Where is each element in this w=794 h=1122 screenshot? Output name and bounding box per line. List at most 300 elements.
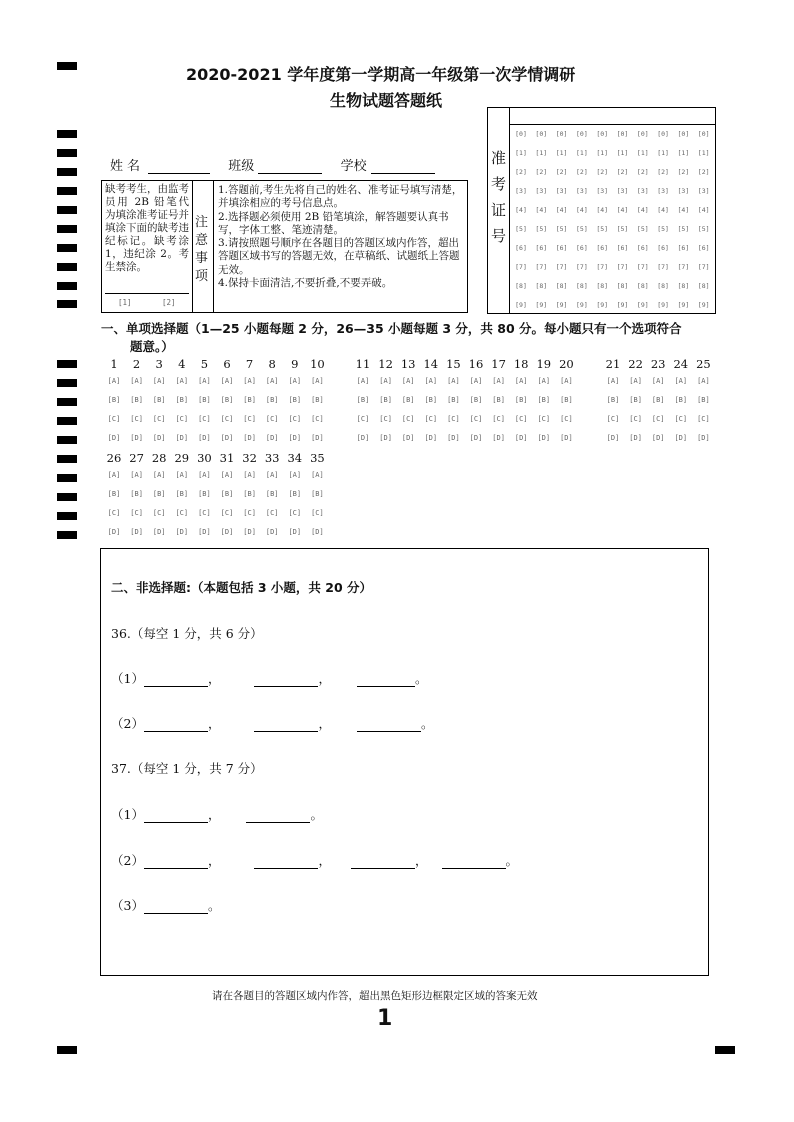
exam-digit-bubble[interactable]: [6] xyxy=(576,244,588,252)
punctuation: 。 xyxy=(505,853,519,868)
answer-bubble[interactable]: [C] xyxy=(651,415,665,423)
answer-bubble[interactable]: [C] xyxy=(492,415,505,423)
exam-digit-bubble[interactable]: [4] xyxy=(616,206,629,214)
exam-digit-bubble[interactable]: [3] xyxy=(596,187,609,195)
answer-bubble[interactable]: [A] xyxy=(198,377,211,385)
answer-bubble[interactable]: [A] xyxy=(629,377,642,385)
answer-bubble[interactable]: [D] xyxy=(560,434,573,442)
exam-digit-bubble[interactable]: [0] xyxy=(697,130,710,138)
exam-digit-bubble[interactable]: [7] xyxy=(636,263,649,271)
exam-digit-bubble[interactable]: [4] xyxy=(515,206,527,214)
answer-bubble[interactable]: [C] xyxy=(606,415,620,423)
registration-mark xyxy=(57,417,77,425)
exam-digit-bubble[interactable]: [9] xyxy=(596,301,609,309)
answer-bubble[interactable]: [C] xyxy=(152,415,166,423)
exam-digit-bubble[interactable]: [0] xyxy=(535,130,548,138)
exam-digit-bubble[interactable]: [6] xyxy=(636,244,649,252)
answer-bubble[interactable]: [A] xyxy=(265,377,279,385)
answer-bubble[interactable]: [C] xyxy=(198,509,211,517)
exam-digit-bubble[interactable]: [1] xyxy=(697,149,710,157)
answer-bubble[interactable]: [A] xyxy=(243,471,256,479)
answer-bubble[interactable]: [A] xyxy=(401,377,415,385)
exam-digit-bubble[interactable]: [5] xyxy=(677,225,690,233)
answer-bubble[interactable]: [B] xyxy=(175,490,189,498)
question-number: 30 xyxy=(197,451,212,465)
answer-bubble[interactable]: [D] xyxy=(152,528,166,536)
school-field[interactable] xyxy=(371,159,435,174)
exam-digit-bubble[interactable]: [5] xyxy=(616,225,629,233)
answer-bubble[interactable]: [C] xyxy=(629,415,642,423)
exam-digit-bubble[interactable]: [7] xyxy=(596,263,609,271)
answer-bubble[interactable]: [A] xyxy=(492,377,505,385)
answer-bubble[interactable]: [B] xyxy=(424,396,438,404)
question-number: 28 xyxy=(151,451,167,465)
exam-digit-bubble[interactable]: [6] xyxy=(677,244,690,252)
q36-part2 xyxy=(111,714,434,732)
exam-digit-bubble[interactable]: [3] xyxy=(535,187,548,195)
exam-digit-bubble[interactable]: [2] xyxy=(535,168,548,176)
exam-digit-bubble[interactable]: [7] xyxy=(616,263,629,271)
answer-bubble[interactable]: [D] xyxy=(424,434,438,442)
answer-bubble[interactable]: [A] xyxy=(130,471,143,479)
exam-digit-bubble[interactable]: [7] xyxy=(555,263,568,271)
exam-digit-bubble[interactable]: [3] xyxy=(697,187,710,195)
question-number: 1 xyxy=(110,357,118,371)
exam-digit-bubble[interactable]: [5] xyxy=(596,225,609,233)
answer-bubble[interactable]: [D] xyxy=(514,434,528,442)
page-title: 2020-2021 学年度第一学期高一年级第一次学情调研 xyxy=(186,65,576,84)
punctuation: ， xyxy=(318,853,331,868)
exam-digit-bubble[interactable]: [4] xyxy=(636,206,649,214)
exam-digit-bubble[interactable]: [7] xyxy=(657,263,669,271)
exam-digit-bubble[interactable]: [7] xyxy=(677,263,690,271)
answer-bubble[interactable]: [C] xyxy=(220,509,234,517)
answer-bubble[interactable]: [C] xyxy=(356,415,370,423)
answer-bubble[interactable]: [C] xyxy=(560,415,573,423)
answer-blank[interactable] xyxy=(144,901,208,914)
registration-mark xyxy=(57,436,77,444)
answer-bubble[interactable]: [B] xyxy=(107,396,121,404)
answer-bubble[interactable]: [B] xyxy=(198,396,211,404)
answer-bubble[interactable]: [B] xyxy=(651,396,665,404)
answer-bubble[interactable]: [B] xyxy=(447,396,460,404)
answer-bubble[interactable]: [A] xyxy=(220,377,234,385)
exam-digit-bubble[interactable]: [1] xyxy=(657,149,669,157)
exam-digit-bubble[interactable]: [4] xyxy=(596,206,609,214)
registration-mark xyxy=(57,360,77,368)
answer-bubble[interactable]: [A] xyxy=(220,471,234,479)
exam-digit-bubble[interactable]: [5] xyxy=(515,225,527,233)
exam-digit-bubble[interactable]: [0] xyxy=(596,130,609,138)
answer-bubble[interactable]: [C] xyxy=(220,415,234,423)
exam-digit-bubble[interactable]: [8] xyxy=(576,282,588,290)
answer-bubble[interactable]: [D] xyxy=(265,528,279,536)
notice-item: 4.保持卡面清洁,不要折叠,不要弄破。 xyxy=(218,277,393,290)
punctuation: 。 xyxy=(207,898,221,913)
answer-blank[interactable] xyxy=(351,856,415,869)
answer-bubble[interactable]: [B] xyxy=(356,396,370,404)
answer-bubble[interactable]: [D] xyxy=(447,434,460,442)
exam-digit-bubble[interactable]: [1] xyxy=(636,149,649,157)
exam-digit-bubble[interactable]: [2] xyxy=(555,168,568,176)
answer-bubble[interactable]: [C] xyxy=(674,415,688,423)
registration-mark xyxy=(57,206,77,214)
answer-bubble[interactable]: [B] xyxy=(152,490,166,498)
exam-digit-bubble[interactable]: [1] xyxy=(515,149,527,157)
section1-title-cont: 题意。） xyxy=(130,339,174,354)
answer-bubble[interactable]: [C] xyxy=(514,415,528,423)
exam-digit-bubble[interactable]: [8] xyxy=(636,282,649,290)
exam-digit-bubble[interactable]: [9] xyxy=(515,301,527,309)
answer-bubble[interactable]: [A] xyxy=(107,471,121,479)
answer-bubble[interactable]: [D] xyxy=(243,528,256,536)
exam-digit-bubble[interactable]: [0] xyxy=(657,130,669,138)
answer-bubble[interactable]: [B] xyxy=(107,490,121,498)
answer-bubble[interactable]: [A] xyxy=(560,377,573,385)
answer-bubble[interactable]: [D] xyxy=(265,434,279,442)
answer-bubble[interactable]: [B] xyxy=(469,396,483,404)
exam-digit-bubble[interactable]: [3] xyxy=(555,187,568,195)
exam-digit-bubble[interactable]: [4] xyxy=(697,206,710,214)
answer-bubble[interactable]: [A] xyxy=(424,377,438,385)
exam-digit-bubble[interactable]: [5] xyxy=(697,225,710,233)
answer-bubble[interactable]: [A] xyxy=(198,471,211,479)
exam-digit-bubble[interactable]: [6] xyxy=(697,244,710,252)
exam-digit-bubble[interactable]: [2] xyxy=(616,168,629,176)
exam-digit-bubble[interactable]: [9] xyxy=(576,301,588,309)
answer-bubble[interactable]: [D] xyxy=(220,434,234,442)
answer-bubble[interactable]: [A] xyxy=(469,377,483,385)
name-field[interactable] xyxy=(148,159,210,174)
answer-bubble[interactable]: [C] xyxy=(288,415,302,423)
answer-bubble[interactable]: [A] xyxy=(356,377,370,385)
exam-digit-bubble[interactable]: [6] xyxy=(555,244,568,252)
answer-bubble[interactable]: [A] xyxy=(447,377,460,385)
answer-bubble[interactable]: [C] xyxy=(265,415,279,423)
absent-text: 缺考考生，由监考员用 2B 铅笔代为填涂准考证号并填涂下面的缺考违纪标记。缺考涂 1，违纪涂 2。考生禁涂。 xyxy=(105,183,189,273)
exam-digit-bubble[interactable]: [1] xyxy=(576,149,588,157)
answer-bubble[interactable]: [D] xyxy=(288,528,302,536)
registration-mark xyxy=(57,130,77,138)
answer-bubble[interactable]: [D] xyxy=(107,434,121,442)
exam-digit-bubble[interactable]: [7] xyxy=(576,263,588,271)
exam-digit-bubble[interactable]: [5] xyxy=(555,225,568,233)
answer-bubble[interactable]: [C] xyxy=(447,415,460,423)
exam-digit-bubble[interactable]: [3] xyxy=(636,187,649,195)
answer-bubble[interactable]: [B] xyxy=(311,396,324,404)
exam-digit-bubble[interactable]: [3] xyxy=(657,187,669,195)
exam-digit-bubble[interactable]: [2] xyxy=(636,168,649,176)
answer-bubble[interactable]: [D] xyxy=(198,434,211,442)
exam-digit-bubble[interactable]: [6] xyxy=(616,244,629,252)
exam-digit-bubble[interactable]: [0] xyxy=(576,130,588,138)
answer-bubble[interactable]: [B] xyxy=(492,396,505,404)
exam-digit-bubble[interactable]: [2] xyxy=(697,168,710,176)
exam-digit-bubble[interactable]: [9] xyxy=(616,301,629,309)
answer-bubble[interactable]: [C] xyxy=(697,415,710,423)
exam-digit-bubble[interactable]: [2] xyxy=(515,168,527,176)
answer-bubble[interactable]: [D] xyxy=(243,434,256,442)
answer-bubble[interactable]: [D] xyxy=(469,434,483,442)
exam-digit-bubble[interactable]: [8] xyxy=(657,282,669,290)
answer-bubble[interactable]: [C] xyxy=(130,509,143,517)
answer-bubble[interactable]: [C] xyxy=(379,415,392,423)
answer-bubble[interactable]: [B] xyxy=(152,396,166,404)
answer-bubble[interactable]: [B] xyxy=(198,490,211,498)
answer-bubble[interactable]: [B] xyxy=(401,396,415,404)
answer-blank[interactable] xyxy=(144,674,208,687)
exam-digit-bubble[interactable]: [3] xyxy=(616,187,629,195)
answer-bubble[interactable]: [D] xyxy=(220,528,234,536)
exam-digit-bubble[interactable]: [9] xyxy=(535,301,548,309)
answer-bubble[interactable]: [C] xyxy=(288,509,302,517)
answer-bubble[interactable]: [D] xyxy=(175,434,189,442)
question-number: 20 xyxy=(559,357,574,371)
answer-bubble[interactable]: [D] xyxy=(401,434,415,442)
answer-bubble[interactable]: [C] xyxy=(243,415,256,423)
answer-bubble[interactable]: [D] xyxy=(130,528,143,536)
exam-digit-bubble[interactable]: [4] xyxy=(535,206,548,214)
answer-bubble[interactable]: [B] xyxy=(514,396,528,404)
exam-digit-bubble[interactable]: [4] xyxy=(576,206,588,214)
answer-bubble[interactable]: [B] xyxy=(606,396,620,404)
question-number: 5 xyxy=(200,357,209,371)
answer-bubble[interactable]: [B] xyxy=(220,396,234,404)
question-number: 27 xyxy=(129,451,144,465)
answer-bubble[interactable]: [D] xyxy=(356,434,370,442)
exam-digit-bubble[interactable]: [4] xyxy=(677,206,690,214)
exam-digit-bubble[interactable]: [6] xyxy=(535,244,548,252)
notice-item: 2.选择题必须使用 2B 铅笔填涂，解答题要认真书写，字体工整、笔迹清楚。 xyxy=(218,210,449,236)
question-number: 16 xyxy=(468,357,484,371)
answer-bubble[interactable]: [C] xyxy=(107,415,121,423)
exam-digit-bubble[interactable]: [2] xyxy=(596,168,609,176)
exam-digit-bubble[interactable]: [0] xyxy=(515,130,527,138)
answer-bubble[interactable]: [A] xyxy=(697,377,710,385)
exam-digit-bubble[interactable]: [3] xyxy=(515,187,527,195)
exam-digit-bubble[interactable]: [8] xyxy=(677,282,690,290)
punctuation: ， xyxy=(207,853,221,868)
answer-bubble[interactable]: [B] xyxy=(560,396,573,404)
answer-bubble[interactable]: [A] xyxy=(379,377,392,385)
exam-digit-bubble[interactable]: [1] xyxy=(535,149,548,157)
exam-digit-bubble[interactable]: [0] xyxy=(677,130,690,138)
question-number: 34 xyxy=(287,451,303,465)
question-number: 33 xyxy=(264,451,280,465)
answer-bubble[interactable]: [C] xyxy=(311,509,324,517)
page-subtitle: 生物试题答题纸 xyxy=(330,91,443,110)
answer-bubble[interactable]: [B] xyxy=(311,490,324,498)
answer-bubble[interactable]: [D] xyxy=(379,434,392,442)
answer-bubble[interactable]: [B] xyxy=(379,396,392,404)
answer-blank[interactable] xyxy=(254,674,318,687)
answer-bubble[interactable]: [A] xyxy=(152,471,166,479)
answer-bubble[interactable]: [A] xyxy=(514,377,528,385)
exam-digit-bubble[interactable]: [2] xyxy=(657,168,669,176)
registration-mark xyxy=(57,300,77,308)
answer-bubble[interactable]: [D] xyxy=(107,528,121,536)
answer-bubble[interactable]: [C] xyxy=(198,415,211,423)
answer-bubble[interactable]: [B] xyxy=(674,396,688,404)
answer-bubble[interactable]: [D] xyxy=(606,434,620,442)
exam-digit-bubble[interactable]: [1] xyxy=(596,149,609,157)
absent-option-1[interactable]: [1] xyxy=(118,298,132,307)
question-number: 32 xyxy=(242,451,257,465)
answer-bubble[interactable]: [C] xyxy=(107,509,121,517)
answer-bubble[interactable]: [C] xyxy=(401,415,415,423)
exam-digit-bubble[interactable]: [8] xyxy=(535,282,548,290)
answer-bubble[interactable]: [B] xyxy=(288,490,302,498)
question-number: 11 xyxy=(355,357,371,371)
answer-blank[interactable] xyxy=(442,856,506,869)
answer-bubble[interactable]: [B] xyxy=(265,490,279,498)
answer-bubble[interactable]: [B] xyxy=(537,396,551,404)
answer-bubble[interactable]: [C] xyxy=(311,415,324,423)
answer-bubble[interactable]: [C] xyxy=(152,509,166,517)
answer-bubble[interactable]: [A] xyxy=(175,471,189,479)
answer-blank[interactable] xyxy=(144,810,208,823)
exam-digit-bubble[interactable]: [5] xyxy=(657,225,669,233)
answer-bubble[interactable]: [C] xyxy=(243,509,256,517)
exam-digit-bubble[interactable]: [7] xyxy=(535,263,548,271)
answer-bubble[interactable]: [C] xyxy=(537,415,551,423)
answer-bubble[interactable]: [B] xyxy=(130,490,143,498)
exam-digit-bubble[interactable]: [3] xyxy=(576,187,588,195)
answer-bubble[interactable]: [A] xyxy=(243,377,256,385)
answer-blank[interactable] xyxy=(357,719,421,732)
answer-bubble[interactable]: [C] xyxy=(424,415,438,423)
exam-digit-bubble[interactable]: [6] xyxy=(515,244,527,252)
question-number: 26 xyxy=(106,451,122,465)
answer-bubble[interactable]: [B] xyxy=(629,396,642,404)
answer-bubble[interactable]: [D] xyxy=(130,434,143,442)
answer-bubble[interactable]: [D] xyxy=(311,434,324,442)
exam-digit-bubble[interactable]: [5] xyxy=(576,225,588,233)
notice-label-divider xyxy=(213,180,214,313)
answer-blank[interactable] xyxy=(246,810,310,823)
exam-digit-bubble[interactable]: [0] xyxy=(616,130,629,138)
exam-digit-bubble[interactable]: [9] xyxy=(677,301,690,309)
answer-bubble[interactable]: [D] xyxy=(651,434,665,442)
answer-bubble[interactable]: [D] xyxy=(492,434,505,442)
answer-bubble[interactable]: [B] xyxy=(130,396,143,404)
answer-bubble[interactable]: [A] xyxy=(152,377,166,385)
exam-digit-bubble[interactable]: [8] xyxy=(596,282,609,290)
answer-bubble[interactable]: [C] xyxy=(175,415,189,423)
answer-blank[interactable] xyxy=(254,856,318,869)
exam-digit-bubble[interactable]: [1] xyxy=(616,149,629,157)
absent-option-2[interactable]: [2] xyxy=(162,298,176,307)
answer-bubble[interactable]: [C] xyxy=(265,509,279,517)
answer-bubble[interactable]: [A] xyxy=(288,471,302,479)
exam-digit-bubble[interactable]: [6] xyxy=(596,244,609,252)
q37-title: 37.（每空 1 分，共 7 分） xyxy=(111,761,263,776)
answer-bubble[interactable]: [A] xyxy=(265,471,279,479)
answer-bubble[interactable]: [A] xyxy=(537,377,551,385)
answer-blank[interactable] xyxy=(357,674,415,687)
answer-bubble[interactable]: [A] xyxy=(130,377,143,385)
exam-digit-bubble[interactable]: [5] xyxy=(535,225,548,233)
exam-digit-bubble[interactable]: [5] xyxy=(636,225,649,233)
answer-bubble[interactable]: [B] xyxy=(265,396,279,404)
exam-digit-bubble[interactable]: [0] xyxy=(555,130,568,138)
exam-digit-bubble[interactable]: [2] xyxy=(576,168,588,176)
answer-bubble[interactable]: [A] xyxy=(674,377,688,385)
class-field[interactable] xyxy=(258,159,322,174)
answer-bubble[interactable]: [D] xyxy=(198,528,211,536)
exam-digit-bubble[interactable]: [8] xyxy=(616,282,629,290)
answer-bubble[interactable]: [A] xyxy=(107,377,121,385)
answer-bubble[interactable]: [B] xyxy=(175,396,189,404)
answer-bubble[interactable]: [A] xyxy=(651,377,665,385)
exam-digit-bubble[interactable]: [8] xyxy=(515,282,527,290)
exam-digit-bubble[interactable]: [7] xyxy=(697,263,710,271)
answer-bubble[interactable]: [D] xyxy=(311,528,324,536)
answer-bubble[interactable]: [A] xyxy=(288,377,302,385)
answer-bubble[interactable]: [B] xyxy=(243,490,256,498)
answer-bubble[interactable]: [C] xyxy=(130,415,143,423)
exam-digit-bubble[interactable]: [1] xyxy=(677,149,690,157)
punctuation: ， xyxy=(318,716,331,731)
answer-bubble[interactable]: [A] xyxy=(311,377,324,385)
answer-bubble[interactable]: [D] xyxy=(288,434,302,442)
answer-bubble[interactable]: [C] xyxy=(469,415,483,423)
absent-divider xyxy=(105,293,189,294)
exam-digit-bubble[interactable]: [4] xyxy=(555,206,568,214)
answer-bubble[interactable]: [D] xyxy=(537,434,551,442)
exam-digit-bubble[interactable]: [7] xyxy=(515,263,527,271)
exam-digit-bubble[interactable]: [9] xyxy=(555,301,568,309)
exam-digit-bubble[interactable]: [9] xyxy=(657,301,669,309)
answer-bubble[interactable]: [A] xyxy=(311,471,324,479)
exam-digit-bubble[interactable]: [3] xyxy=(677,187,690,195)
answer-bubble[interactable]: [D] xyxy=(674,434,688,442)
registration-mark xyxy=(57,168,77,176)
answer-bubble[interactable]: [D] xyxy=(152,434,166,442)
answer-bubble[interactable]: [D] xyxy=(629,434,642,442)
answer-bubble[interactable]: [D] xyxy=(697,434,710,442)
answer-bubble[interactable]: [B] xyxy=(697,396,710,404)
registration-mark xyxy=(57,149,77,157)
registration-mark xyxy=(57,263,77,271)
registration-mark xyxy=(57,282,77,290)
exam-digit-bubble[interactable]: [1] xyxy=(555,149,568,157)
exam-digit-bubble[interactable]: [2] xyxy=(677,168,690,176)
q37-part3 xyxy=(111,896,220,914)
answer-blank[interactable] xyxy=(144,856,208,869)
exam-digit-bubble[interactable]: [8] xyxy=(555,282,568,290)
answer-blank[interactable] xyxy=(144,719,208,732)
exam-digit-bubble[interactable]: [0] xyxy=(636,130,649,138)
exam-digit-bubble[interactable]: [6] xyxy=(657,244,669,252)
exam-digit-bubble[interactable]: [9] xyxy=(636,301,649,309)
page-number: 1 xyxy=(377,1006,393,1031)
exam-digit-bubble[interactable]: [8] xyxy=(697,282,710,290)
question-number: 23 xyxy=(650,357,666,371)
answer-bubble[interactable]: [D] xyxy=(175,528,189,536)
answer-bubble[interactable]: [B] xyxy=(288,396,302,404)
exam-digit-bubble[interactable]: [4] xyxy=(657,206,669,214)
answer-bubble[interactable]: [B] xyxy=(243,396,256,404)
part-label: （1） xyxy=(111,807,144,822)
exam-digit-bubble[interactable]: [9] xyxy=(697,301,710,309)
answer-bubble[interactable]: [A] xyxy=(606,377,620,385)
answer-bubble[interactable]: [C] xyxy=(175,509,189,517)
answer-bubble[interactable]: [A] xyxy=(175,377,189,385)
registration-mark xyxy=(57,398,77,406)
answer-bubble[interactable]: [B] xyxy=(220,490,234,498)
answer-blank[interactable] xyxy=(254,719,318,732)
